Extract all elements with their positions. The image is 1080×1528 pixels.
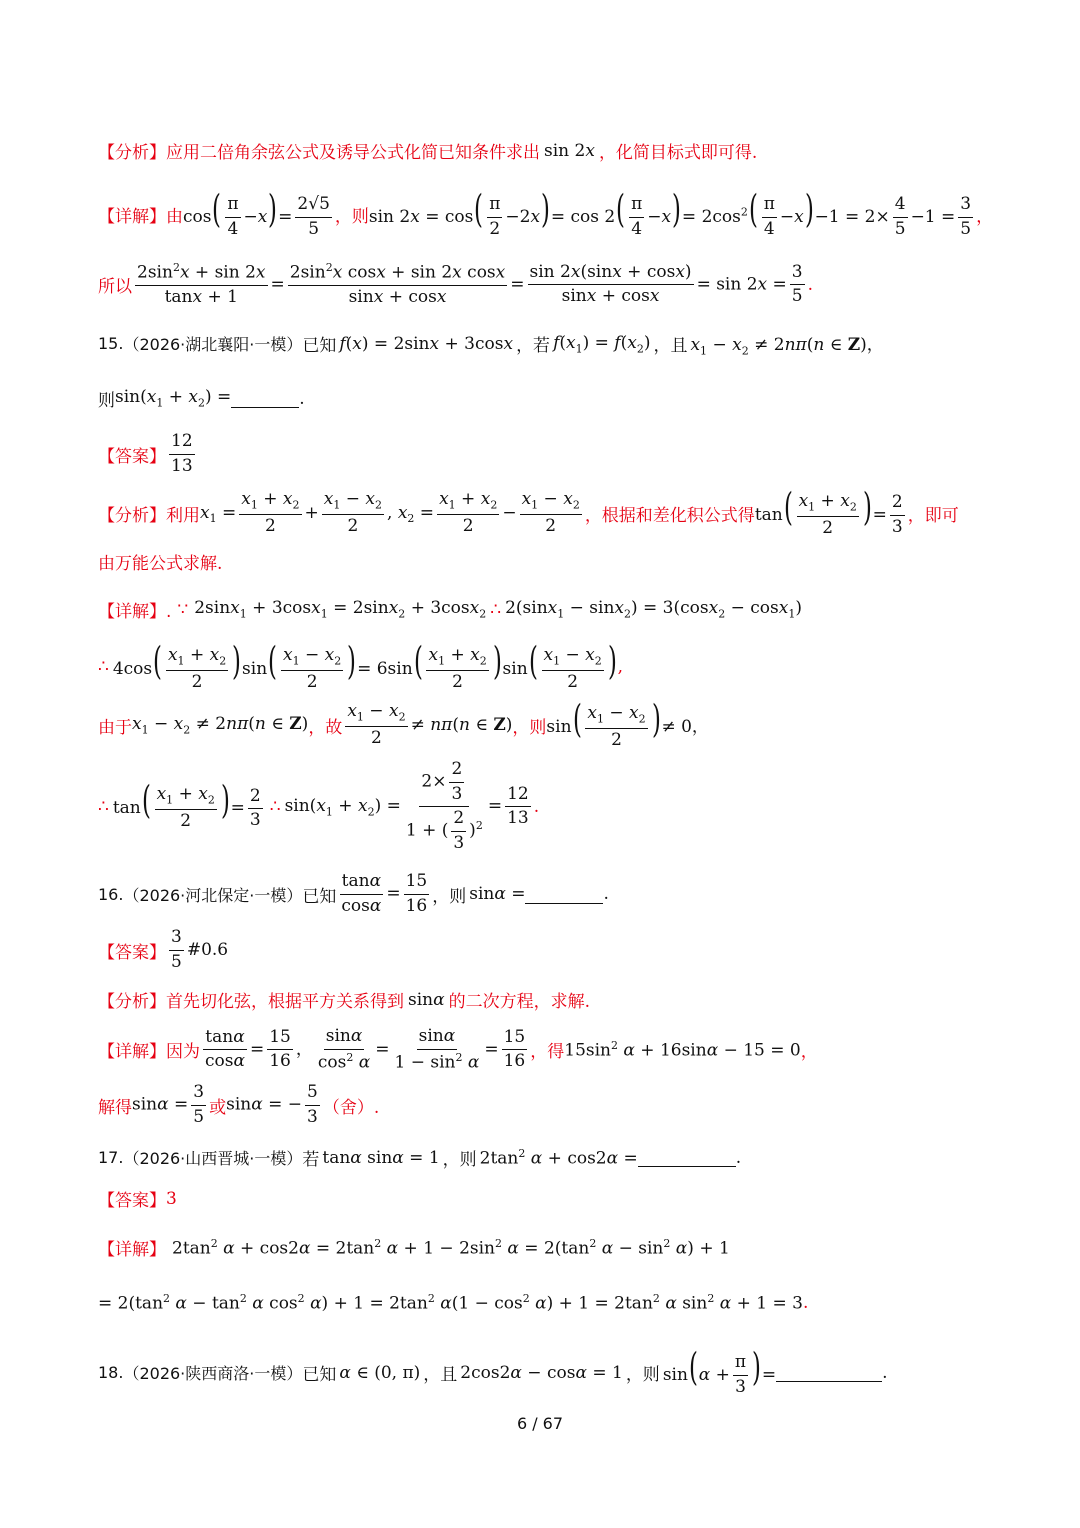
q15-analysis: 【分析】 利用 $x_1$ = $\frac{x_1 + x_2}{2}$ + $\frac{x_1 - x_2}{2}$ , $x_2$ = $\frac{x_1 + x_2}{2}$ − $\frac{x_1 - x_2}{2}$ ，根据和差化积公式得 tan( $\frac{x_1 + x_2}{2}$ )= $\frac{2}{3}$ ，即可 (98, 485, 959, 539)
q15-detail-3: 由于 $x_1 - x_2 \ne 2n\pi(n$ ∈ Z) ，故 $\frac{x_1 - x_2}{2}$ ≠ nπ(n ∈ Z) ，则 sin( $\frac{x_1 - x_2}{2}$ )≠ 0， (98, 697, 709, 751)
q16-answer: 【答案】 $\frac{3}{5}$ #0.6 (98, 927, 229, 972)
q16-detail: 【详解】 因为 $\frac{\tan\alpha}{\cos\alpha}$ = $\frac{15}{16}$ ， $\frac{\sin\alpha}{\cos^2 \alpha}$ = $\frac{\sin\alpha}{1 - \sin^2 \alpha}$ = $\frac{15}{16}$ ，得 $15\sin^2$ α + 16sinα − 15 = 0 ， (98, 1026, 818, 1073)
q14-analysis-text: 应用二倍角余弦公式及诱导公式化简已知条件求出 (166, 143, 540, 163)
q18-stem: 18. （2026·陕西商洛·一模） 已知 α ∈ (0, π) ，且 2cos2α − cosα = 1 ，则 sin(α + $\frac{\pi}{3}$ )= . (98, 1345, 888, 1397)
answer-blank[interactable] (231, 389, 299, 408)
q15-detail: 【详解】. ∵ 2sinx$_1$ + 3cosx$_1$ = 2sinx$_2$ + 3cosx$_2$ ∴ 2(sinx$_1$ − sinx$_2$) = 3(cosx$_2$ − cosx$_1$) (98, 598, 802, 622)
page-number: 6 / 67 (516, 1414, 564, 1433)
q15-answer: 【答案】 $\frac{12}{13}$ (98, 431, 193, 476)
q14-analysis-tail: ，化简目标式即可得. (598, 143, 758, 163)
q16-analysis: 【分析】 首先切化弦，根据平方关系得到 sinα 的二次方程，求解. (98, 989, 591, 1012)
q16-stem: 16. （2026·河北保定·一模） 已知 $\frac{\tan\alpha}{\cos\alpha}$ = $\frac{15}{16}$ ，则 sinα = . (98, 871, 609, 916)
q15-detail-4: ∴ tan( $\frac{x_1 + x_2}{2}$ )= $\frac{2}{3}$ ∴ $\sin(x_1 + x_2)$ = 2× $\frac{2}{3}$ 1 + ( $\frac{2}{3}$ )$^2$ = $\frac{12}{13}$ . (98, 759, 540, 853)
q17-detail-2: = $2(\tan^2$ $\alpha - \tan^2 \alpha$ $\cos^2 \alpha) + 1 = 2\tan^2$ $\alpha(1 - \cos^2 \alpha) + 1 = 2\tan^2$ α $\sin^2 \alpha + 1 = 3$ . (98, 1292, 809, 1314)
analysis-label: 【分析】 (98, 143, 166, 163)
q14-conclusion: 所以 $\frac{2\sin^2x + \sin 2x}{\tan x + 1}$ = $\frac{2\sin^2x \cos x + \sin 2x \cos x}{\sin x + \cos x}$ = $\frac{\sin 2x(\sin x + \cos x)}{\sin x + \cos x}$ = sin 2x = $\frac{3}{5}$ . (98, 261, 814, 308)
answer-blank[interactable] (638, 1148, 736, 1167)
q14-detail: 【详解】 由 cos( $\frac{\pi}{4}$ −x)= $\frac{2√5}{5}$ ，则 sin 2x = cos( $\frac{\pi}{2}$ −2x)= cos 2( $\frac{\pi}{4}$ $-x)= 2\cos^2$( $\frac{\pi}{4}$ −x)−1 = 2× $\frac{4}{5}$ −1 = $\frac{3}{5}$ ， (98, 187, 994, 239)
q15-analysis-2: 由万能公式求解. (98, 554, 223, 574)
detail-label: 【详解】 (98, 207, 166, 228)
answer-blank[interactable] (776, 1363, 882, 1382)
q16-solve: 解得 sinα = $\frac{3}{5}$ 或 sinα = − $\frac{5}{3}$ （舍）. (98, 1082, 380, 1127)
q15-stem-2: 则 $\sin(x_1 + x_2)$ = . (98, 387, 305, 411)
answer-blank[interactable] (525, 885, 603, 904)
q15-stem: 15. （2026·湖北襄阳·一模） 已知 f(x) = 2sinx + 3cosx ，若 $f(x_1) = f(x_2)$ ，且 $x_1 - x_2 \ne 2n\pi(n$ ∈ Z)， (98, 332, 884, 358)
q17-answer: 【答案】 3 (98, 1188, 177, 1211)
q15-detail-2: ∴ 4cos( $\frac{x_1 + x_2}{2}$ )sin( $\frac{x_1 - x_2}{2}$ )= 6sin( $\frac{x_1 + x_2}{2}$ )sin( $\frac{x_1 - x_2}{2}$ ) , (98, 639, 623, 693)
q14-analysis: 【分析】 应用二倍角余弦公式及诱导公式化简已知条件求出 sin 2x ，化简目标式即可得. (98, 138, 1020, 163)
q17-stem: 17. （2026·山西晋城·一模） 若 tanα sinα = 1 ，则 $2\tan^2$ α + cos2α = . (98, 1146, 742, 1170)
q17-detail: 【详解】 $2\tan^2$ $\alpha + \cos 2\alpha = 2\tan^2$ $\alpha + 1 - 2\sin^2$ $\alpha = 2(\tan^2$ $\alpha - \sin^2 \alpha) + 1$ (98, 1236, 730, 1260)
